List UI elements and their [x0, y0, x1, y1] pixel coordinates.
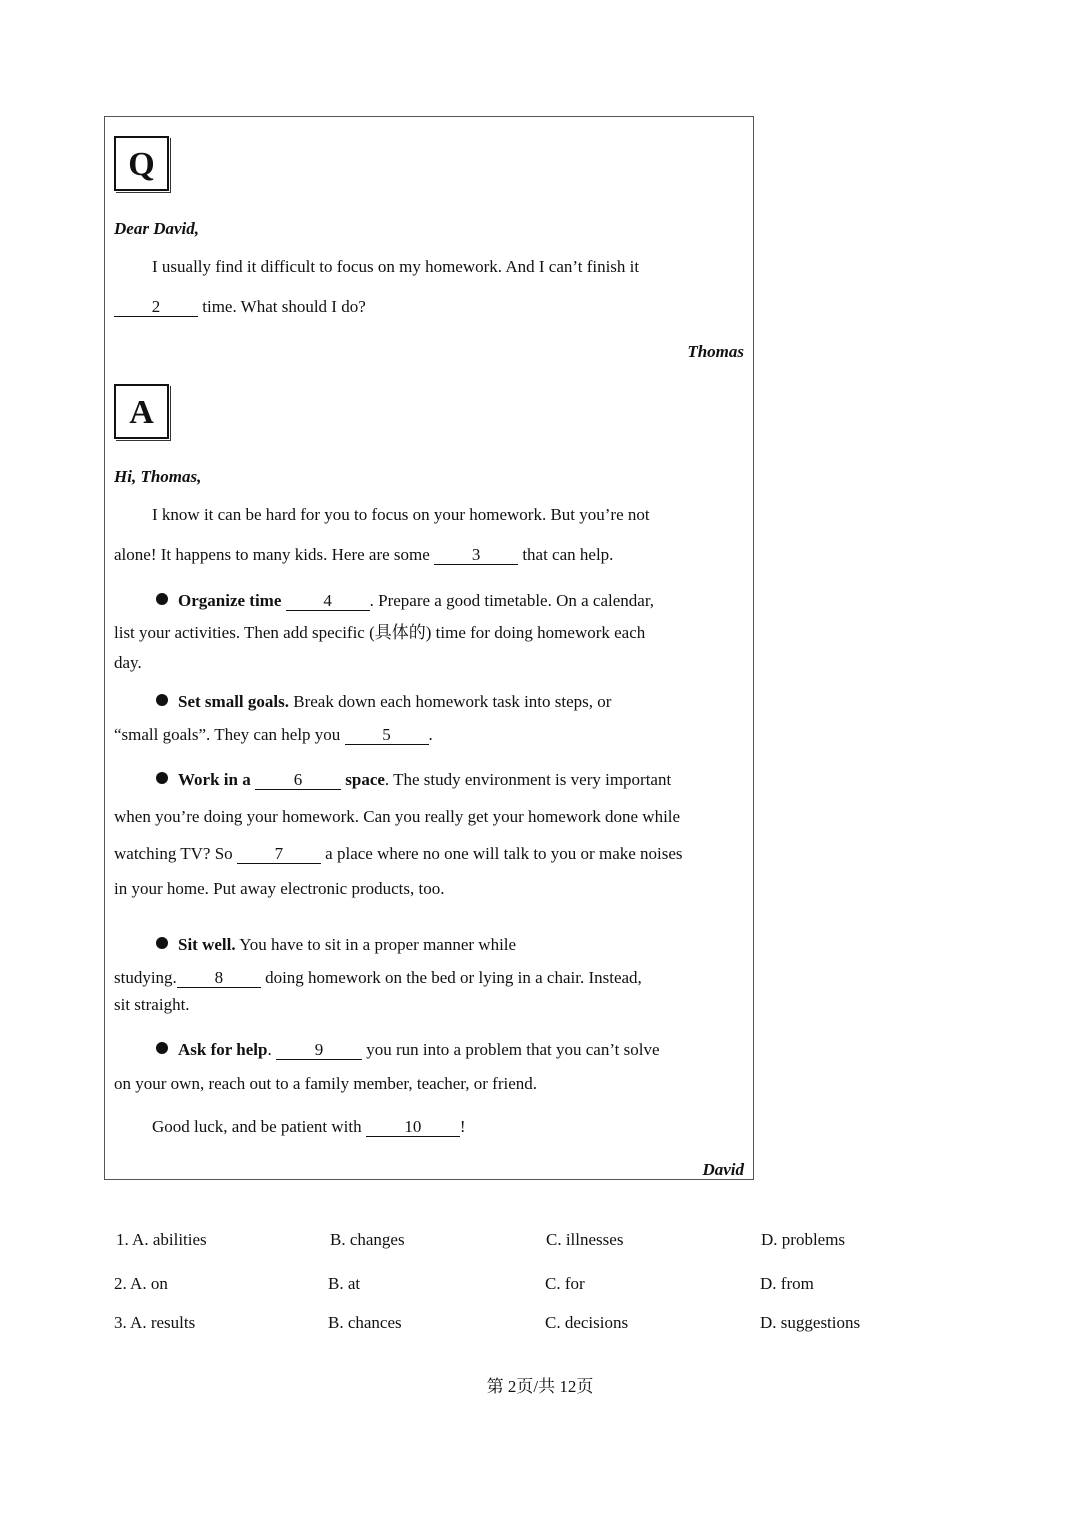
bullet-icon [156, 694, 168, 706]
tip-organize-line-2: list your activities. Then add specific (具体的) time for doing homework each [114, 623, 646, 642]
bullet-icon [156, 772, 168, 784]
bullet-icon [156, 937, 168, 949]
blank-8[interactable]: 8 [177, 969, 261, 988]
blank-6[interactable]: 6 [255, 771, 341, 790]
blank-9[interactable]: 9 [276, 1041, 362, 1060]
tip-space-line-4: in your home. Put away electronic products, too. [114, 879, 445, 898]
option-1a[interactable]: 1. A. abilities [116, 1230, 207, 1249]
blank-2[interactable]: 2 [114, 298, 198, 317]
tip-goals-line-1: Set small goals. Break down each homework task into steps, or [156, 691, 611, 713]
blank-10[interactable]: 10 [366, 1118, 460, 1137]
tip-help-line-2: on your own, reach out to a family member, teacher, or friend. [114, 1074, 538, 1093]
tip-organize-line-3: day. [114, 653, 142, 672]
option-1b[interactable]: B. changes [330, 1230, 405, 1249]
tip-organize-line-1: Organize time 4 . Prepare a good timetable. On a calendar, [156, 590, 654, 612]
question-signature: Thomas [687, 342, 744, 361]
question-line-2: 2 time. What should I do? [114, 296, 366, 318]
option-2b[interactable]: B. at [328, 1274, 361, 1293]
answer-label: A [114, 384, 169, 439]
tip-help-line-1: Ask for help. 9 you run into a problem that you can’t solve [156, 1039, 660, 1061]
answer-p1-line-2: alone! It happens to many kids. Here are some 3 that can help. [114, 545, 614, 564]
question-line-1: I usually find it difficult to focus on my homework. And I can’t finish it [152, 257, 640, 276]
option-3b[interactable]: B. chances [328, 1313, 402, 1332]
tip-space-line-1: Work in a 6 space. The study environment is very important [156, 769, 671, 791]
blank-3[interactable]: 3 [434, 546, 518, 565]
option-2a[interactable]: 2. A. on [114, 1274, 168, 1293]
option-1d[interactable]: D. problems [761, 1230, 846, 1249]
answer-p1-line-1: I know it can be hard for you to focus on your homework. But you’re not [152, 505, 650, 524]
tip-space-line-3: watching TV? So 7 a place where no one will talk to you or make noises [114, 844, 683, 863]
blank-7[interactable]: 7 [237, 845, 321, 864]
question-greeting: Dear David, [114, 219, 199, 238]
option-3c[interactable]: C. decisions [545, 1313, 629, 1332]
answer-greeting: Hi, Thomas, [114, 467, 202, 486]
bullet-icon [156, 593, 168, 605]
blank-5[interactable]: 5 [345, 726, 429, 745]
option-2c[interactable]: C. for [545, 1274, 585, 1293]
closing-line: Good luck, and be patient with 10 ! [152, 1117, 466, 1136]
option-3a[interactable]: 3. A. results [114, 1313, 196, 1332]
bullet-icon [156, 1042, 168, 1054]
option-2d[interactable]: D. from [760, 1274, 814, 1293]
tip-sit-line-2: studying. 8 doing homework on the bed or lying in a chair. Instead, [114, 968, 642, 987]
answer-signature: David [702, 1160, 744, 1179]
option-1c[interactable]: C. illnesses [546, 1230, 624, 1249]
tip-sit-line-3: sit straight. [114, 995, 190, 1014]
blank-4[interactable]: 4 [286, 592, 370, 611]
tip-sit-line-1: Sit well. You have to sit in a proper manner while [156, 934, 516, 956]
tip-goals-line-2: “small goals”. They can help you 5 . [114, 725, 433, 744]
tip-space-line-2: when you’re doing your homework. Can you really get your homework done while [114, 807, 681, 826]
page-number: 第 2页/共 12页 [486, 1377, 594, 1396]
option-3d[interactable]: D. suggestions [760, 1313, 861, 1332]
question-label: Q [114, 136, 169, 191]
